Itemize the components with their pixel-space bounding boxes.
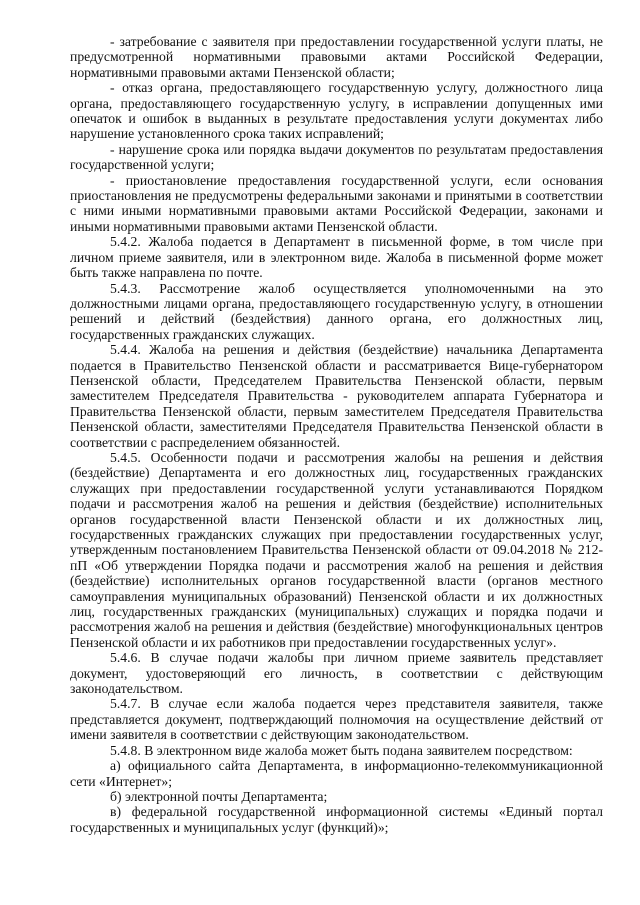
paragraph-5-4-3: 5.4.3. Рассмотрение жалоб осуществляется уполномоченными на это должностными лицами органа, предоставляющего государственную услугу, в отношении решений и действий (бездействия) данного органа, его должностных лиц, государственных гражданских служащих. xyxy=(70,280,603,342)
paragraph-fee-demand: - затребование с заявителя при предоставлении государственной услуги платы, не предусмотренной нормативными правовыми актами Российской Федерации, нормативными правовыми актами Пензенской области; xyxy=(70,34,603,80)
paragraph-correction-refusal: - отказ органа, предоставляющего государственную услугу, должностного лица органа, предоставляющего государственную услугу, в исправлении допущенных ими опечаток и ошибок в выданных в результате предоставления услуги документах либо нарушение установленного срока таких исправлений; xyxy=(70,80,603,142)
paragraph-delivery-violation: - нарушение срока или порядка выдачи документов по результатам предоставления государственной услуги; xyxy=(70,141,603,173)
paragraph-suspension: - приостановление предоставления государственной услуги, если основания приостановления не предусмотрены федеральными законами и принятыми в соответствии с ними иными нормативными правовыми актами Российской Федерации, законами и иными нормативными правовыми актами Пензенской области. xyxy=(70,172,603,234)
paragraph-5-4-2: 5.4.2. Жалоба подается в Департамент в письменной форме, в том числе при личном приеме заявителя, или в электронном виде. Жалоба в письменной форме может быть также направлена по почте. xyxy=(70,234,603,281)
paragraph-5-4-4: 5.4.4. Жалоба на решения и действия (бездействие) начальника Департамента подается в Правительство Пензенской области и рассматривается Вице-губернатором Пензенской области, Председателем Правительства Пензенской области, первым заместителем Председателя Правительства - руководителем аппарата Губернатора и Правительства Пензенской области, первым заместителем Председателя Правительства Пензенской области, заместителями Председателя Правительства Пензенской области в соответствии с распределением обязанностей. xyxy=(70,342,603,450)
list-item-a: а) официального сайта Департамента, в информационно-телекоммуникационной сети «Интернет»; xyxy=(70,758,603,789)
list-item-c: в) федеральной государственной информационной системы «Единый портал государственных и муниципальных услуг (функций)»; xyxy=(70,804,603,835)
paragraph-5-4-7: 5.4.7. В случае если жалоба подается через представителя заявителя, также представляется документ, подтверждающий полномочия на осуществление действий от имени заявителя в соответствии с действующим законодательством. xyxy=(70,696,603,743)
paragraph-5-4-5: 5.4.5. Особенности подачи и рассмотрения жалобы на решения и действия (бездействие) Департамента и его должностных лиц, государственных гражданских служащих при предоставлении государственной услуги устанавливаются Порядком подачи и рассмотрения жалоб на решения и действия (бездействие) исполнительных органов государственной власти Пензенской области и их должностных лиц, государственных гражданских служащих при предоставлении государственных услуг, утвержденным постановлением Правительства Пензенской области от 09.04.2018 № 212-пП «Об утверждении Порядка подачи и рассмотрения жалоб на решения и действия (бездействие) исполнительных органов государственной власти (органов местного самоуправления муниципальных образований) Пензенской области и их должностных лиц, государственных гражданских (муниципальных) служащих и порядка подачи и рассмотрения жалоб на решения и действия (бездействие) многофункциональных центров Пензенской области и их работников при предоставлении государственных услуг». xyxy=(70,449,603,650)
paragraph-5-4-6: 5.4.6. В случае подачи жалобы при личном приеме заявитель представляет документ, удостоверяющий его личность, в соответствии с действующим законодательством. xyxy=(70,650,603,697)
paragraph-5-4-8: 5.4.8. В электронном виде жалоба может быть подана заявителем посредством: xyxy=(110,742,573,758)
list-item-b: б) электронной почты Департамента; xyxy=(110,788,328,804)
